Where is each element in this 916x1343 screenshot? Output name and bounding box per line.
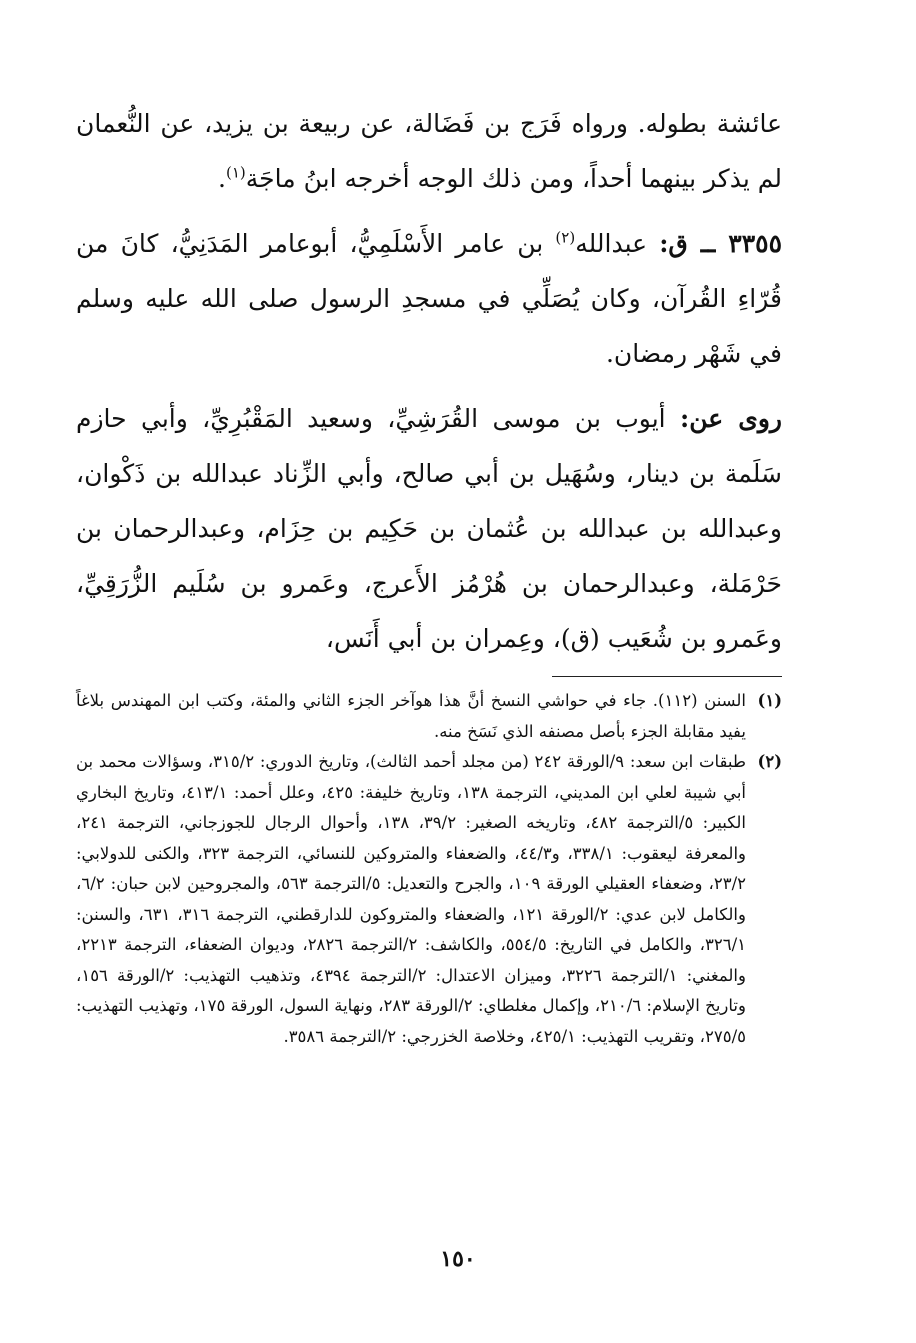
footnote-2	[76, 747, 782, 1052]
entry-name-a: عبدالله	[575, 229, 660, 258]
footnote-number: (١)	[757, 691, 782, 710]
footnote-list	[76, 686, 782, 1052]
footnote-number: (٢)	[757, 752, 782, 771]
footnote-ref-2[interactable]: (٢)	[555, 228, 576, 247]
rowa-label: روى عن:	[680, 404, 783, 433]
footnote-1	[76, 686, 782, 747]
footnote-text: طبقات ابن سعد: ٩/الورقة ٢٤٢ (من مجلد أحمد الثالث)، وتاريخ الدوري: ٣١٥/٢، وسؤالات محمد بن أبي شيبة لعلي ابن المديني، الترجمة ١٣٨، وتاريخ خليفة: ٤٢٥، وعلل أحمد: ٤١٣/١، وتاريخ البخاري الكبير: ٥/الترجمة ٤٨٢، وتاريخه الصغير: ٣٩/٢، ١٣٨، وأحوال الرجال للجوزجاني، الترجمة ٢٤١، والمعرفة ليعقوب: ٣٣٨/١، و٤٤/٣، والضعفاء والمتروكين للنسائي، الترجمة ٣٢٣، والكنى للدولابي: ٢٣/٢، وضعفاء العقيلي الورقة ١٠٩، والجرح والتعديل: ٥/الترجمة ٥٦٣، والمجروحين لابن حبان: ٦/٢، والكامل لابن عدي: ٢/الورقة ١٢١، والضعفاء والمتروكون للدارقطني، الترجمة ٣١٦، ٦٣١، والسنن: ٣٢٦/١، والكامل في التاريخ: ٥٥٤/٥، والكاشف: ٢/الترجمة ٢٨٢٦، وديوان الضعفاء، الترجمة ٢٢١٣، والمغني: ١/الترجمة ٣٢٢٦، وميزان الاعتدال: ٢/الترجمة ٤٣٩٤، وتذهيب التهذيب: ٢/الورقة ١٥٦، وتاريخ الإسلام: ٢١٠/٦، وإكمال مغلطاي: ٢/الورقة ٢٨٣، ونهاية السول، الورقة ١٧٥، وتهذيب التهذيب: ٢٧٥/٥، وتقريب التهذيب: ٤٢٥/١، وخلاصة الخزرجي: ٢/الترجمة ٣٥٨٦.	[76, 752, 747, 1046]
paragraph-continuation	[76, 96, 782, 206]
para1-end: .	[218, 164, 226, 193]
para1-text: عائشة بطوله. ورواه فَرَج بن فَضَالة، عن ربيعة بن يزيد، عن النُّعمان لم يذكر بينهما أحداً، ومن ذلك الوجه أخرجه ابنُ ماجَة	[76, 109, 782, 193]
entry-number: ٣٣٥٥ ــ ق:	[659, 229, 782, 258]
footnote-divider	[552, 676, 782, 677]
rowa-paragraph	[76, 391, 782, 666]
entry-3355	[76, 216, 782, 381]
entry-name-b: بن عامر الأَسْلَمِيُّ، أبوعامر المَدَنِيُّ، كانَ من قُرّاءِ القُرآن، وكان يُصَلِّي في مسجدِ الرسول صلى الله عليه وسلم في شَهْر رمضان.	[76, 229, 782, 368]
rowa-text: أيوب بن موسى القُرَشِيِّ، وسعيد المَقْبُرِيِّ، وأبي حازم سَلَمة بن دينار، وسُهَيل بن أبي صالح، وأبي الزِّناد عبدالله بن ذَكْوان، وعبدالله بن عبدالله بن عُثمان بن حَكِيم بن حِزَام، وعبدالرحمان بن حَرْمَلة، وعبدالرحمان بن هُرْمُز الأَعرج، وعَمرو بن سُلَيم الزُّرَقِيِّ، وعَمرو بن شُعَيب (ق)، وعِمران بن أبي أَنَس،	[76, 404, 782, 653]
page-number: ١٥٠	[440, 1246, 476, 1272]
main-text	[76, 96, 782, 676]
footnote-text: السنن (١١٢). جاء في حواشي النسخ أنَّ هذا هوآخر الجزء الثاني والمئة، وكتب ابن المهندس بلاغاً يفيد مقابلة الجزء بأصل مصنفه الذي نَسَخ منه.	[76, 691, 746, 741]
footnote-ref-1[interactable]: (١)	[225, 163, 246, 182]
